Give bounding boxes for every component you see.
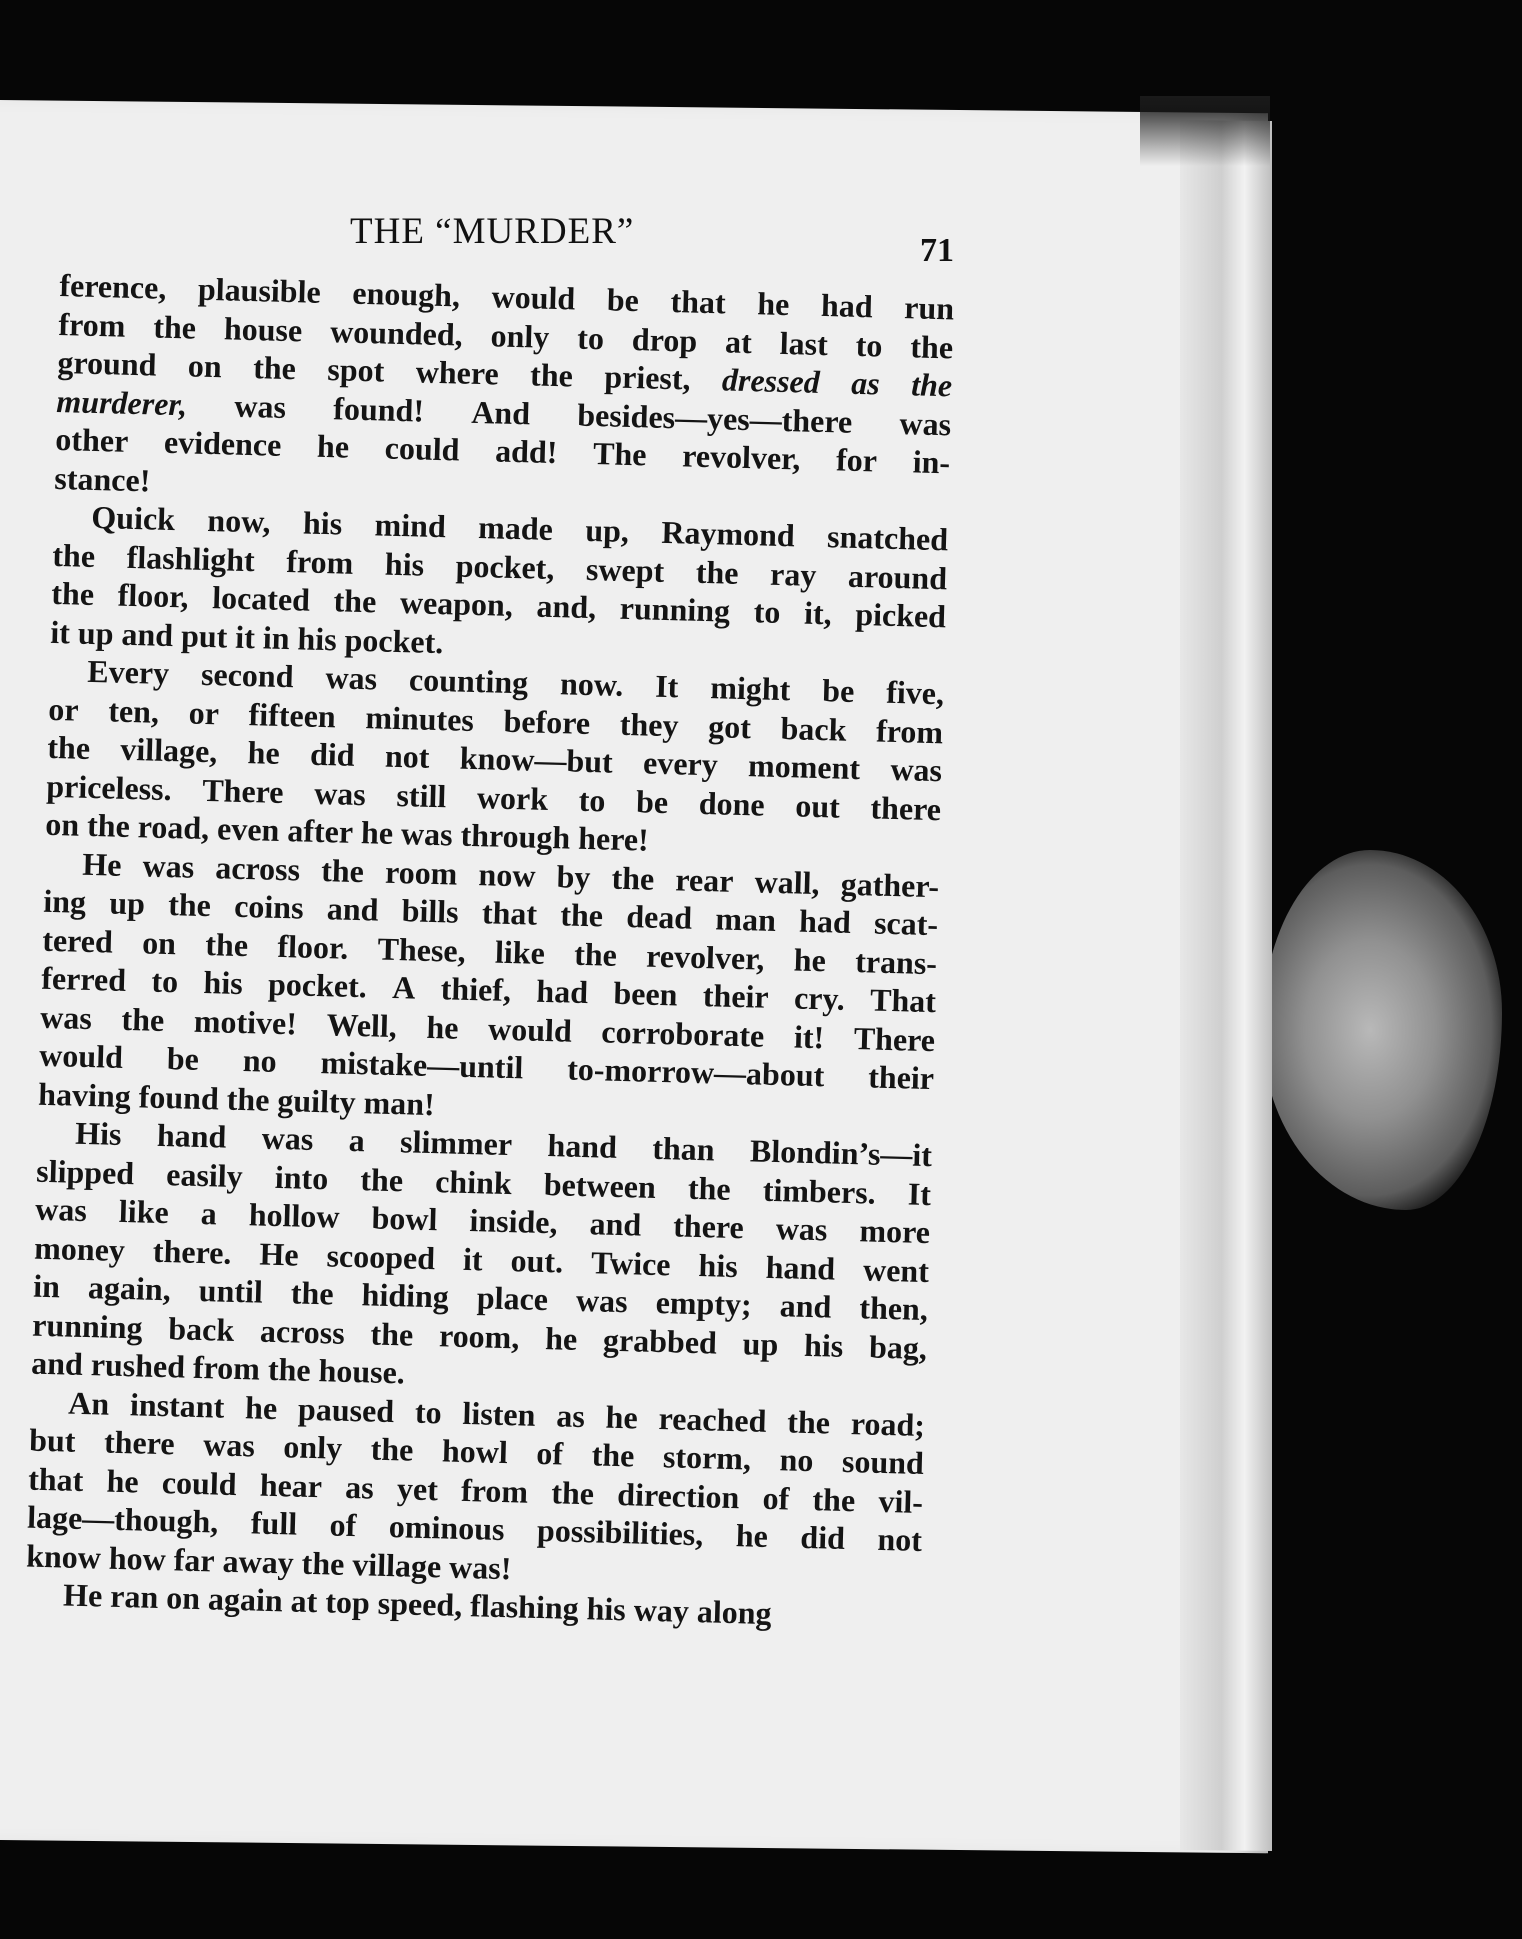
text-line: ference, plausible enough, would be that he had run	[59, 266, 955, 327]
text-line: ing up the coins and bills that the dead man had scat-	[42, 882, 939, 943]
page-stack-edge	[1180, 120, 1272, 1851]
text-line: and rushed from the house.	[30, 1344, 406, 1391]
text-line: He ran on again at top speed, flashing his way along	[62, 1576, 773, 1632]
text-line: having found the guilty man!	[37, 1075, 436, 1122]
text-line: know how far away the village was!	[25, 1537, 512, 1586]
text-line: the floor, located the weapon, and, running to it, picked	[50, 574, 947, 635]
text-line: priceless. There was still work to be done out there	[45, 767, 942, 827]
text-line: tered on the floor. These, like the revolver, he trans-	[41, 921, 938, 981]
text-line: was the motive! Well, he would corroborate it! There	[39, 998, 936, 1058]
text-line: His hand was a slimmer hand than Blondin’s—it	[74, 1114, 933, 1174]
text-line: on the road, even after he was through here!	[44, 805, 650, 858]
text-line: would be no mistake—until to-morrow—about their	[38, 1036, 935, 1097]
text-line: in again, until the hiding place was empty; and then,	[32, 1267, 929, 1328]
text-line: ground on the spot where the priest, dressed as the	[57, 343, 953, 404]
running-header: THE “MURDER”	[350, 211, 635, 252]
text-line: running back across the room, he grabbed up his bag,	[31, 1306, 928, 1366]
text-line: the village, he did not know—but every moment was	[46, 728, 943, 789]
body-text	[25, 266, 955, 1636]
text-line: was like a hollow bowl inside, and there was more	[34, 1190, 931, 1251]
text-line: but there was only the howl of the storm, no sound	[28, 1421, 925, 1482]
text-line: slipped easily into the chink between the timbers. It	[35, 1152, 932, 1212]
text-line: that he could hear as yet from the direction of the vil-	[27, 1460, 924, 1520]
text-line: money there. He scooped it out. Twice his hand went	[33, 1229, 930, 1289]
text-line: Quick now, his mind made up, Raymond snatched	[90, 498, 949, 558]
text-line: Every second was counting now. It might be five,	[86, 652, 945, 712]
text-line: stance!	[53, 459, 151, 498]
text-line: He was across the room now by the rear wall, gather-	[81, 845, 940, 904]
text-line: other evidence he could add! The revolver, for in-	[55, 420, 951, 481]
text-line: the flashlight from his pocket, swept the ray around	[51, 536, 948, 596]
text-line: lage—though, full of ominous possibilities, he did not	[26, 1498, 923, 1558]
page-number: 71	[920, 232, 954, 269]
text-line: murderer, was found! And besides—yes—there was	[56, 382, 952, 442]
text-line: ferred to his pocket. A thief, had been their cry. That	[40, 959, 937, 1020]
background-stain	[1262, 850, 1502, 1210]
page-corner-shadow	[1140, 96, 1270, 166]
text-line: it up and put it in his pocket.	[49, 613, 444, 660]
text-line: An instant he paused to listen as he reached the road;	[67, 1384, 926, 1443]
text-line: from the house wounded, only to drop at last to the	[58, 305, 954, 365]
text-line: or ten, or fifteen minutes before they got back from	[47, 690, 944, 750]
